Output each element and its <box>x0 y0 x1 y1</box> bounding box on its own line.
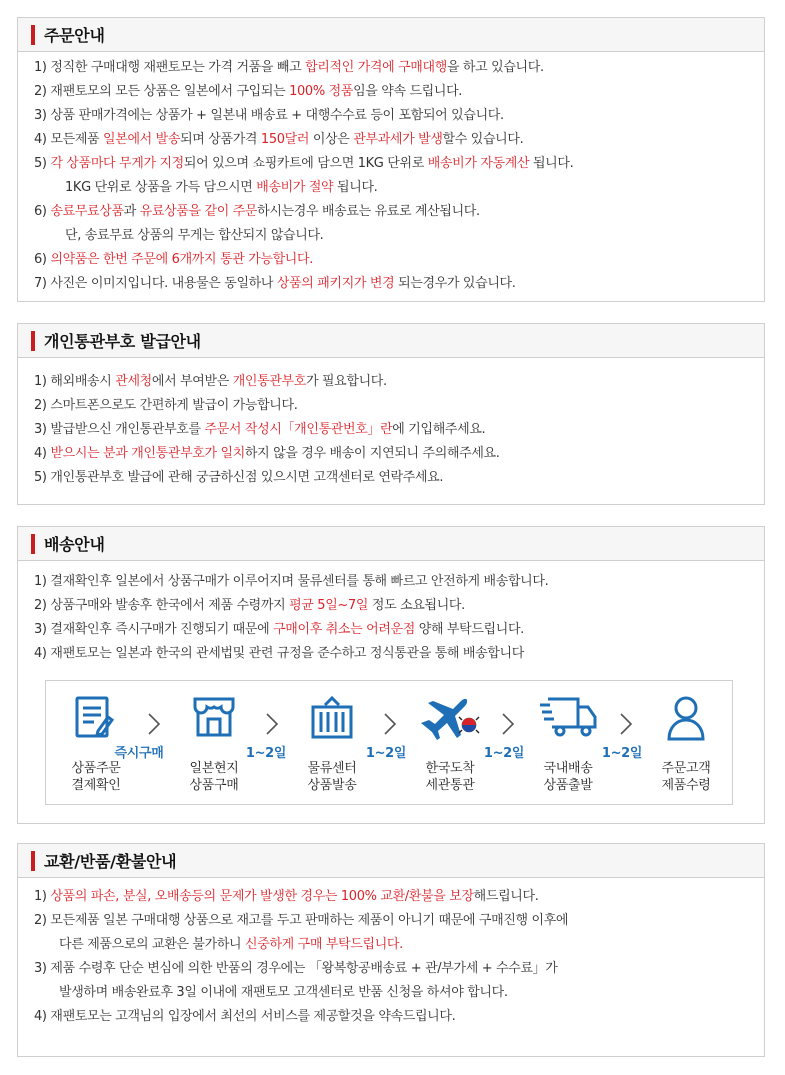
line-text: 단, 송료무료 상품의 무게는 합산되지 않습니다. <box>65 228 324 243</box>
flow-duration: 1~2일 <box>245 746 287 761</box>
line-text: 임을 약속 드립니다. <box>353 84 463 99</box>
return-refund-title: 교환/반품/환불안내 <box>44 852 177 871</box>
order-info-header <box>18 18 764 52</box>
highlight-text: 150달러 <box>260 132 310 147</box>
flow-duration: 1~2일 <box>365 746 407 761</box>
highlight-text: 유료상품을 같이 주문 <box>139 204 258 219</box>
flow-step-label-line1: 물류센터 <box>307 761 357 776</box>
return-refund-body <box>18 878 764 1029</box>
return-refund-header <box>18 844 764 878</box>
flow-step-label-line1: 일본현지 <box>189 761 239 776</box>
store-icon <box>191 695 237 743</box>
line-text: 4) <box>34 446 51 461</box>
line-text: 가 필요합니다. <box>305 374 387 389</box>
section-marker <box>31 331 35 351</box>
highlight-text: 상품의 패키지가 변경 <box>276 276 395 291</box>
highlight-text: 배송비가 절약 <box>256 180 334 195</box>
flow-step-label-line1: 국내배송 <box>543 761 593 776</box>
customs-line-5 <box>34 466 748 490</box>
flow-step-label <box>282 760 382 794</box>
chevron-right-icon <box>501 712 515 740</box>
chevron-right-icon <box>147 712 161 740</box>
line-text: 6) <box>34 204 51 219</box>
order-line-6b <box>34 248 748 272</box>
return-line-3-cont <box>34 981 748 1005</box>
highlight-text: 배송비가 자동계산 <box>427 156 530 171</box>
flow-step-label-line2: 상품발송 <box>307 778 357 793</box>
flow-duration: 1~2일 <box>483 746 525 761</box>
line-text: 3) 상품 판매가격에는 상품가 + 일본내 배송료 + 대행수수료 등이 포함되어 있습니다. <box>34 108 504 123</box>
highlight-text: 평균 5일~7일 <box>289 598 369 613</box>
flow-step-label-line1: 주문고객 <box>661 761 711 776</box>
line-text: 2) 재팬토모의 모든 상품은 일본에서 구입되는 <box>34 84 290 99</box>
flow-step-label-line2: 세관통관 <box>425 778 475 793</box>
line-text: 4) 모든제품 <box>34 132 104 147</box>
order-line-5 <box>34 152 748 176</box>
line-text: 을 하고 있습니다. <box>446 60 544 75</box>
delivery-process-diagram <box>45 680 733 805</box>
line-text: 되어 있으며 쇼핑카트에 담으면 1KG 단위로 <box>183 156 428 171</box>
flow-step-label-line1: 상품주문 <box>71 761 121 776</box>
chevron-right-icon <box>265 712 279 740</box>
line-text: 2) 모든제품 일본 구매대행 상품으로 재고를 두고 판매하는 제품이 아니기 때문에 구매진행 이후에 <box>34 913 569 928</box>
return-line-2 <box>34 909 748 933</box>
order-line-7 <box>34 272 748 296</box>
customs-code-title: 개인통관부호 발급안내 <box>44 332 201 351</box>
customs-line-1 <box>34 370 748 394</box>
flow-step-label-line2: 상품구매 <box>189 778 239 793</box>
line-text: 과 <box>123 204 140 219</box>
customs-line-3 <box>34 418 748 442</box>
customs-line-2 <box>34 394 748 418</box>
return-refund-section <box>17 843 765 1057</box>
highlight-text: 관세청 <box>115 374 152 389</box>
return-line-4 <box>34 1005 748 1029</box>
line-text: 3) 제품 수령후 단순 변심에 의한 반품의 경우에는 「왕복항공배송료 + 관/부가세 + 수수료」가 <box>34 961 558 976</box>
line-text: 에 기입해주세요. <box>392 422 486 437</box>
section-marker <box>31 534 35 554</box>
line-text: 3) 결재확인후 즉시구매가 진행되기 때문에 <box>34 622 274 637</box>
line-text: 2) 상품구매와 발송후 한국에서 제품 수령까지 <box>34 598 290 613</box>
flow-step-label <box>164 760 264 794</box>
order-info-body <box>18 52 764 296</box>
highlight-text: 의약품은 한번 주문에 6개까지 통관 가능합니다. <box>50 252 314 267</box>
order-info-title: 주문안내 <box>44 26 105 45</box>
highlight-text: 100% 정품 <box>289 84 354 99</box>
container-icon <box>310 695 354 745</box>
order-line-6 <box>34 200 748 224</box>
line-text: 1) 정직한 구매대행 재팬토모는 가격 거품을 빼고 <box>34 60 306 75</box>
highlight-text: 일본에서 발송 <box>103 132 181 147</box>
highlight-text: 상품의 파손, 분실, 오배송등의 문제가 발생한 경우는 100% 교환/환불을 보장 <box>50 889 474 904</box>
shipping-info-header <box>18 527 764 561</box>
highlight-text: 받으시는 분과 개인통관부호가 일치 <box>50 446 245 461</box>
line-text: 하지 않을 경우 배송이 지연되니 주의해주세요. <box>244 446 500 461</box>
line-text: 해드립니다. <box>473 889 539 904</box>
shipping-line-1 <box>34 570 748 594</box>
line-text: 하시는경우 배송료는 유료로 계산됩니다. <box>257 204 480 219</box>
flow-step-label-line2: 제품수령 <box>661 778 711 793</box>
line-text: 2) 스마트폰으로도 간편하게 발급이 가능합니다. <box>34 398 298 413</box>
line-text: 7) 사진은 이미지입니다. 내용물은 동일하나 <box>34 276 277 291</box>
line-text: 되며 상품가격 <box>180 132 261 147</box>
line-text: 발생하며 배송완료후 3일 이내에 재팬토모 고객센터로 반품 신청을 하셔야 합니다. <box>59 985 508 1000</box>
line-text: 다른 제품으로의 교환은 불가하니 <box>59 937 246 952</box>
return-line-1 <box>34 885 748 909</box>
customer-person-icon <box>666 695 706 745</box>
order-line-5-cont <box>34 176 748 200</box>
line-text: 5) <box>34 156 51 171</box>
line-text: 됩니다. <box>333 180 378 195</box>
line-text: 3) 발급받으신 개인통관부호를 <box>34 422 205 437</box>
line-text: 1) <box>34 889 51 904</box>
highlight-text: 구매이후 취소는 어려운점 <box>273 622 415 637</box>
order-line-1 <box>34 56 748 80</box>
customs-code-section <box>17 323 765 505</box>
order-line-6-cont <box>34 224 748 248</box>
shipping-line-3 <box>34 618 748 642</box>
line-text: 1) 해외배송시 <box>34 374 116 389</box>
line-text: 됩니다. <box>529 156 574 171</box>
chevron-right-icon <box>619 712 633 740</box>
customs-code-body <box>18 358 764 490</box>
flow-step-label-line2: 결제확인 <box>71 778 121 793</box>
highlight-text: 주문서 작성시「개인통관번호」란 <box>204 422 393 437</box>
delivery-truck-icon <box>538 695 598 743</box>
line-text: 에서 부여받은 <box>151 374 233 389</box>
section-marker <box>31 851 35 871</box>
line-text: 1KG 단위로 상품을 가득 담으시면 <box>65 180 257 195</box>
line-text: 1) 결재확인후 일본에서 상품구매가 이루어지며 물류센터를 통해 빠르고 안전하게 배송합니다. <box>34 574 549 589</box>
airplane-korea-flag-icon <box>419 695 481 745</box>
line-text: 이상은 <box>309 132 354 147</box>
line-text: 정도 소요됩니다. <box>368 598 465 613</box>
customs-code-header <box>18 324 764 358</box>
chevron-right-icon <box>383 712 397 740</box>
flow-step-label-line1: 한국도착 <box>425 761 475 776</box>
line-text: 양해 부탁드립니다. <box>414 622 524 637</box>
flow-step-label <box>46 760 146 794</box>
flow-step-label <box>636 760 736 794</box>
flow-step-label <box>400 760 500 794</box>
section-marker <box>31 25 35 45</box>
highlight-text: 각 상품마다 무게가 지정 <box>50 156 184 171</box>
line-text: 6) <box>34 252 51 267</box>
line-text: 할수 있습니다. <box>442 132 524 147</box>
line-text: 되는경우가 있습니다. <box>394 276 516 291</box>
shipping-line-4 <box>34 642 748 666</box>
shipping-info-title: 배송안내 <box>44 535 105 554</box>
line-text: 5) 개인통관부호 발급에 관해 궁금하신점 있으시면 고객센터로 연락주세요. <box>34 470 444 485</box>
highlight-text: 개인통관부호 <box>232 374 306 389</box>
line-text: 4) 재팬토모는 고객님의 입장에서 최선의 서비스를 제공할것을 약속드립니다. <box>34 1009 456 1024</box>
return-line-2-cont <box>34 933 748 957</box>
highlight-text: 송료무료상품 <box>50 204 124 219</box>
highlight-text: 신중하게 구매 부탁드립니다. <box>245 937 403 952</box>
flow-duration: 즉시구매 <box>114 746 164 761</box>
flow-duration: 1~2일 <box>601 746 643 761</box>
order-line-2 <box>34 80 748 104</box>
return-line-3 <box>34 957 748 981</box>
highlight-text: 합리적인 가격에 구매대행 <box>305 60 447 75</box>
order-info-section <box>17 17 765 302</box>
highlight-text: 관부과세가 발생 <box>353 132 443 147</box>
line-text: 4) 재팬토모는 일본과 한국의 관세법및 관련 규정을 준수하고 정식통관을 통해 배송합니다 <box>34 646 524 661</box>
order-form-icon <box>74 695 118 745</box>
shipping-line-2 <box>34 594 748 618</box>
customs-line-4 <box>34 442 748 466</box>
order-line-4 <box>34 128 748 152</box>
flow-step-label <box>518 760 618 794</box>
flow-step-label-line2: 상품출발 <box>543 778 593 793</box>
shipping-info-body <box>18 561 764 666</box>
order-line-3 <box>34 104 748 128</box>
